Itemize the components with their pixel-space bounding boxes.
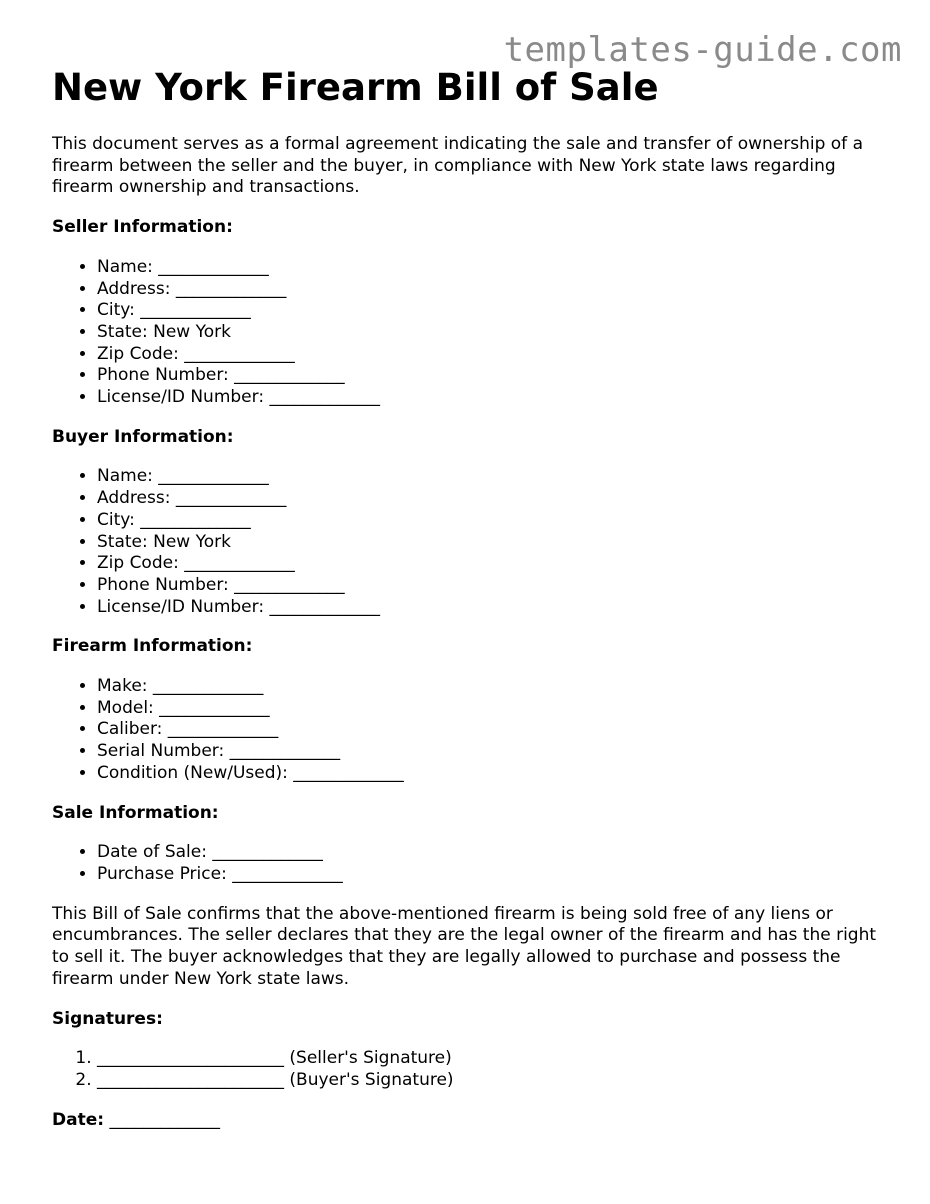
buyer-item-state: • State: New York [97,532,892,554]
seller-item-state: • State: New York [97,322,892,344]
date-value: _____________ [109,1109,220,1130]
document-page [52,66,892,1131]
seller-heading: Seller Information: [52,217,233,238]
seller-item-license: • License/ID Number: _____________ [97,387,892,409]
signature-buyer: 2. ______________________ (Buyer's Signature) [97,1070,892,1092]
seller-item-city: • City: _____________ [97,300,892,322]
buyer-item-address: • Address: _____________ [97,488,892,510]
buyer-item-name: • Name: _____________ [97,466,892,488]
buyer-list [52,466,892,618]
intro-paragraph: This document serves as a formal agreement indicating the sale and transfer of ownership of a firearm between the seller and the buyer, in compliance with New York state laws regarding firearm ownership and transactions. [52,134,863,198]
signatures-list [52,1048,892,1091]
buyer-item-phone: • Phone Number: _____________ [97,575,892,597]
firearm-item-model: • Model: _____________ [97,698,892,720]
statement-paragraph: This Bill of Sale confirms that the above-mentioned firearm is being sold free of any liens or encumbrances. The seller declares that they are the legal owner of the firearm and has the right to sell it. The buyer acknowledges that they are legally allowed to purchase and possess the firearm under New York state laws. [52,903,877,989]
firearm-item-serial: • Serial Number: _____________ [97,741,892,763]
seller-list [52,257,892,409]
sale-item-date: • Date of Sale: _____________ [97,842,892,864]
firearm-item-caliber: • Caliber: _____________ [97,719,892,741]
seller-item-phone: • Phone Number: _____________ [97,365,892,387]
signature-seller: 1. ______________________ (Seller's Signature) [97,1048,892,1070]
date-label: Date: [52,1109,105,1130]
document-title: New York Firearm Bill of Sale [52,66,659,109]
buyer-heading: Buyer Information: [52,426,234,447]
buyer-item-city: • City: _____________ [97,510,892,532]
watermark: templates-guide.com [503,30,902,70]
firearm-item-make: • Make: _____________ [97,676,892,698]
buyer-item-zip: • Zip Code: _____________ [97,553,892,575]
firearm-heading: Firearm Information: [52,636,253,657]
firearm-item-condition: • Condition (New/Used): _____________ [97,763,892,785]
seller-item-name: • Name: _____________ [97,257,892,279]
signatures-heading: Signatures: [52,1008,163,1029]
date-line [52,1110,892,1132]
sale-heading: Sale Information: [52,802,219,823]
sale-item-price: • Purchase Price: _____________ [97,864,892,886]
firearm-list [52,676,892,785]
buyer-item-license: • License/ID Number: _____________ [97,597,892,619]
sale-list [52,842,892,885]
seller-item-address: • Address: _____________ [97,279,892,301]
seller-item-zip: • Zip Code: _____________ [97,344,892,366]
